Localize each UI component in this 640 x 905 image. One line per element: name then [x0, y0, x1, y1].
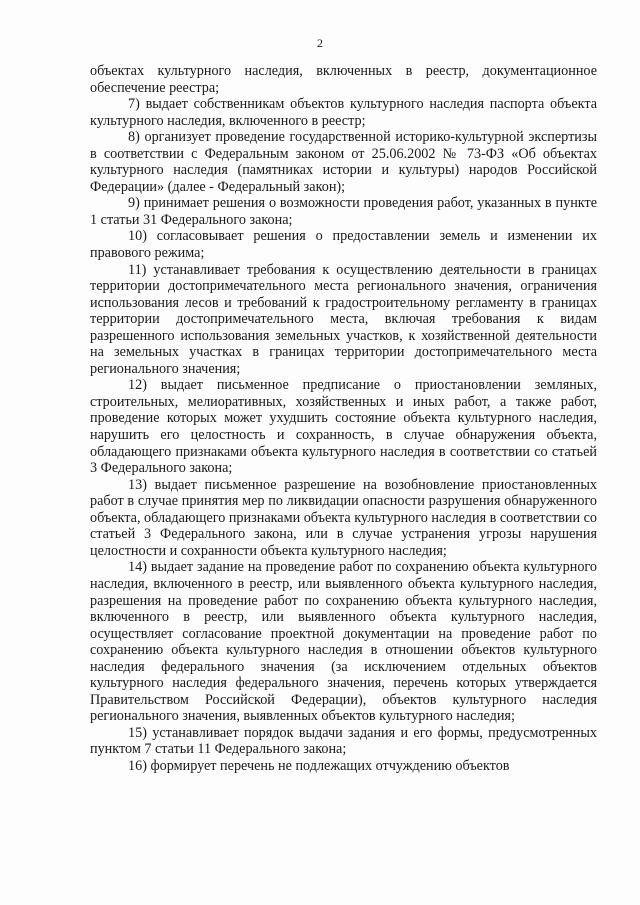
paragraph-item-12: 12) выдает письменное предписание о приостановлении земляных, строительных, мелиоративных, хозяйственных и иных работ, а также работ, проведение которых может ухудшить состояние объекта культурного наследия, нарушить его целостность и сохранность, в случае обнаружения объекта, обладающего признаками объекта культурного наследия в соответствии со статьей 3 Федерального закона; [90, 377, 597, 477]
paragraph-item-13: 13) выдает письменное разрешение на возобновление приостановленных работ в случае принятия мер по ликвидации опасности разрушения обнаруженного объекта, обладающего признаками объекта культурного наследия в соответствии со статьей 3 Федерального закона, или в случае устранения угрозы нарушения целостности и сохранности объекта культурного наследия; [90, 476, 597, 559]
paragraph-item-10: 10) согласовывает решения о предоставлении земель и изменении их правового режима; [90, 228, 597, 262]
paragraph-item-16: 16) формирует перечень не подлежащих отчуждению объектов [128, 757, 510, 774]
document-body [90, 63, 597, 775]
paragraph-continuation: объектах культурного наследия, включенных в реестр, документационное обеспечение реестра; [90, 63, 597, 96]
paragraph-item-15: 15) устанавливает порядок выдачи задания и его формы, предусмотренных пунктом 7 статьи 11 Федерального закона; [90, 724, 597, 758]
paragraph-item-8: 8) организует проведение государственной историко-культурной экспертизы в соответствии с Федеральным законом от 25.06.2002 № 73-ФЗ «Об объектах культурного наследия (памятниках истории и культуры) народов Российской Федерации» (далее - Федеральный закон); [90, 129, 597, 195]
paragraph-item-9: 9) принимает решения о возможности проведения работ, указанных в пункте 1 статьи 31 Федерального закона; [90, 195, 597, 228]
paragraph-item-14: 14) выдает задание на проведение работ по сохранению объекта культурного наследия, включенного в реестр, или выявленного объекта культурного наследия, разрешения на проведение работ по сохранению объекта культурного наследия, включенного в реестр, или выявленного объекта культурного наследия, осуществляет согласование проектной документации на проведение работ по сохранению объекта культурного наследия в отношении объектов культурного наследия федерального значения (за исключением отдельных объектов культурного наследия федерального значения, перечень которых утверждается Правительством Российской Федерации), объектов культурного наследия регионального значения, выявленных объектов культурного наследия; [90, 559, 597, 725]
paragraph-item-11: 11) устанавливает требования к осуществлению деятельности в границах территории достопримечательного места регионального значения, ограничения использования лесов и требований к градостроительному регламенту в границах территории достопримечательного места, включая требования к видам разрешенного использования земельных участков, к хозяйственной деятельности на земельных участках в границах территории достопримечательного места регионального значения; [90, 261, 597, 377]
page-number: 2 [317, 36, 323, 50]
paragraph-item-7: 7) выдает собственникам объектов культурного наследия паспорта объекта культурного наследия, включенного в реестр; [90, 96, 597, 129]
